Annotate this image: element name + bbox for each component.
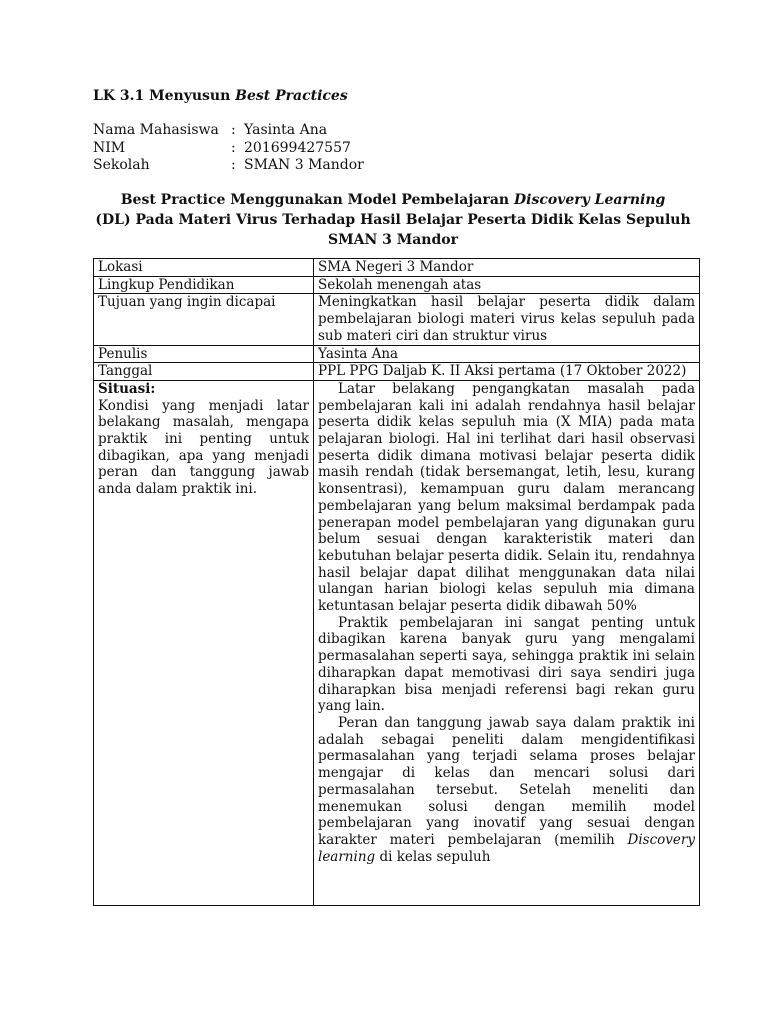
situasi-label-cell — [94, 380, 314, 905]
table-row — [94, 363, 700, 381]
identity-label: Sekolah — [93, 157, 150, 173]
identity-label: NIM — [93, 139, 126, 156]
situasi-paragraph — [318, 715, 695, 865]
row-value: Meningkatkan hasil belajar peserta didik dalam pembelajaran biologi materi virus kelas sepuluh pada sub materi ciri dan struktur virus — [314, 294, 700, 345]
situasi-paragraph: Latar belakang pengangkatan masalah pada pembelajaran kali ini adalah rendahnya hasil belajar peserta didik kelas sepuluh mia (X MIA) pada mata pelajaran biologi. Hal ini terlihat dari hasil observasi peserta didik dimana motivasi belajar peserta didik masih rendah (tidak bersemangat, letih, lesu, kurang konsentrasi), kemampuan guru dalam merancang pembelajaran yang belum maksimal berdampak pada penerapan model pembelajaran yang digunakan guru belum sesuai dengan karakteristik materi dan kebutuhan belajar peserta didik. Selain itu, rendahnya hasil belajar dapat dilihat menggunakan data nilai ulangan harian biologi kelas sepuluh mia dimana ketuntasan belajar peserta didik dibawah 50% — [318, 380, 695, 615]
row-value: SMA Negeri 3 Mandor — [314, 259, 700, 277]
title-part2: (DL) Pada Materi Virus Terhadap Hasil Belajar Peserta Didik Kelas Sepuluh SMAN 3 Mandor — [95, 212, 691, 248]
row-label: Penulis — [94, 345, 314, 363]
table-row-situasi — [94, 380, 700, 905]
row-label: Lingkup Pendidikan — [94, 276, 314, 294]
worksheet-heading — [93, 88, 348, 104]
student-identity — [93, 122, 364, 175]
identity-value: Yasinta Ana — [244, 122, 328, 138]
row-label: Lokasi — [94, 259, 314, 277]
title-part1: Best Practice Menggunakan Model Pembelajaran — [120, 192, 514, 208]
identity-label: Nama Mahasiswa — [93, 122, 219, 138]
paragraph-italic: Discovery learning — [318, 831, 695, 865]
identity-row-name — [93, 122, 364, 140]
paragraph-text: di kelas sepuluh — [375, 848, 491, 865]
identity-colon: : — [231, 157, 236, 173]
table-row — [94, 276, 700, 294]
row-label: Tanggal — [94, 363, 314, 381]
identity-colon: : — [231, 139, 236, 156]
situasi-paragraph: Praktik pembelajaran ini sangat penting untuk dibagikan karena banyak guru yang mengalami permasalahan seperti saya, sehingga praktik ini selain diharapkan dapat memotivasi diri saya sendiri juga diharapkan bisa menjadi referensi bagi rekan guru yang lain. — [318, 614, 695, 715]
table-row — [94, 345, 700, 363]
situasi-value-cell — [314, 380, 700, 905]
table-row — [94, 294, 700, 345]
situasi-description: Kondisi yang menjadi latar belakang masalah, mengapa praktik ini penting untuk dibagikan, apa yang menjadi peran dan tanggung jawab anda dalam praktik ini. — [98, 397, 309, 498]
document-title — [93, 190, 693, 250]
best-practice-table — [93, 258, 700, 906]
heading-prefix: LK 3.1 Menyusun — [93, 88, 236, 104]
identity-row-school — [93, 157, 364, 175]
situasi-heading: Situasi: — [98, 380, 156, 397]
row-value: Yasinta Ana — [314, 345, 700, 363]
identity-row-nim — [93, 140, 364, 158]
heading-italic: Best Practices — [235, 88, 348, 104]
situasi-content — [318, 381, 695, 905]
table-row — [94, 259, 700, 277]
row-value: Sekolah menengah atas — [314, 276, 700, 294]
title-italic: Discovery Learning — [514, 192, 666, 208]
identity-value: SMAN 3 Mandor — [244, 157, 364, 173]
row-value: PPL PPG Daljab K. II Aksi pertama (17 Oktober 2022) — [314, 363, 700, 381]
row-label: Tujuan yang ingin dicapai — [94, 294, 314, 345]
identity-value: 201699427557 — [244, 139, 351, 156]
paragraph-text: Peran dan tanggung jawab saya dalam praktik ini adalah sebagai peneliti dalam mengidentifikasi permasalahan yang terjadi selama proses belajar mengajar di kelas dan mencari solusi dari permasalahan tersebut. Setelah meneliti dan menemukan solusi dengan memilih model pembelajaran yang inovatif yang sesuai dengan karakter materi pembelajaran (memilih — [318, 714, 695, 848]
identity-colon: : — [231, 122, 236, 138]
